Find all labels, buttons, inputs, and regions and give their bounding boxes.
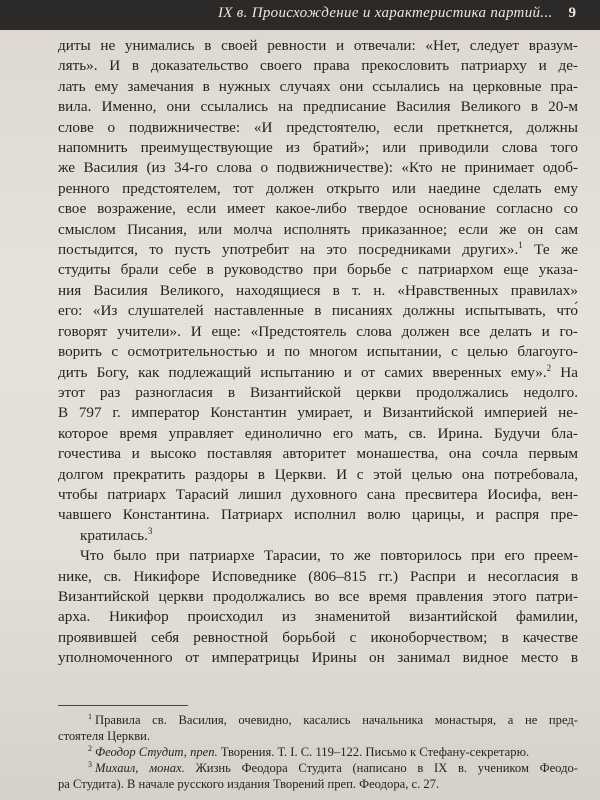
text-line: которое время управляет единолично его мать, св. Ирина. Будучи бла- bbox=[58, 424, 578, 442]
paragraph-1 bbox=[58, 36, 578, 546]
text-segment: Те же bbox=[534, 241, 578, 259]
footnote-line bbox=[58, 744, 578, 760]
running-header bbox=[0, 0, 600, 30]
text-line: этот раз разногласия в Византийской церкви продолжались недолго. bbox=[58, 383, 578, 401]
text-line: В 797 г. император Константин умирает, и Византийской империей не- bbox=[58, 404, 578, 422]
text-line: долгом прекратить раздоры в Церкви. И с этой целью она потребовала, bbox=[58, 465, 578, 483]
text-line-with-footnote-3 bbox=[58, 526, 578, 546]
text-line: Что было при патриархе Тарасии, то же повторилось при его преем- bbox=[80, 547, 578, 565]
text-line: чтобы патриарх Тарасий лишил духовного сана пресвитера Иосифа, вен- bbox=[58, 485, 578, 503]
text-line: уполномоченного от императрицы Ирины он занимал видное место в bbox=[58, 649, 578, 667]
text-line-with-footnote-1 bbox=[58, 240, 578, 260]
footnote-number: 2 bbox=[88, 744, 92, 753]
footnote-ref-1: 1 bbox=[518, 240, 523, 250]
footnote-author: Феодор Студит, преп. bbox=[95, 745, 218, 759]
text-line: вила. Именно, они ссылались на предписание Василия Великого в 20-м bbox=[58, 98, 578, 116]
text-line-with-footnote-2 bbox=[58, 363, 578, 383]
footnote-divider bbox=[58, 705, 188, 706]
text-line: его: «Из слушателей наставленные в писаниях должны испытывать, что́ bbox=[58, 302, 578, 320]
footnote-1 bbox=[58, 712, 578, 744]
footnote-number: 3 bbox=[88, 760, 92, 769]
text-line: арха. Никифор происходил из знаменитой византийской фамилии, bbox=[58, 608, 578, 626]
text-line: лять». И в доказательство своего права прекословить патриарху и де- bbox=[58, 57, 578, 75]
footnote-text: Творения. Т. I. С. 119–122. Письмо к Стефану-секретарю. bbox=[220, 745, 530, 759]
footnote-2 bbox=[58, 744, 578, 760]
text-line: напомнить преимуществующие из братий»; или приводили слова того bbox=[58, 139, 578, 157]
text-line: смыслом Писания, или молча исполнять приказанное; если же он сам bbox=[58, 220, 578, 238]
text-line: диты не унимались в своей ревности и отвечали: «Нет, следует вразум- bbox=[58, 37, 578, 54]
footnote-line: ра Студита). В начале русского издания Творений преп. Феодора, с. 27. bbox=[58, 777, 440, 791]
footnote-line bbox=[58, 760, 578, 776]
text-segment: дить Богу, как подлежащий испытанию и от самих вверенных ему». bbox=[58, 363, 547, 381]
text-line: же Василия (из 34-го слова о подвижничестве): «Кто не принимает одоб- bbox=[58, 159, 578, 177]
text-line: ния Василия Великого, находящиеся в т. н. «Нравственных правилах» bbox=[58, 281, 578, 299]
running-header-title: IX в. Происхождение и характеристика партий... bbox=[218, 5, 553, 21]
text-segment: кратилась. bbox=[80, 526, 148, 544]
text-line: лать ему замечания в нужных случаях они ссылались на церковные пра- bbox=[58, 77, 578, 95]
text-line: ворить с осмотрительностью и по многом испытании, с целью благоуго- bbox=[58, 343, 578, 361]
text-line: Византийской церкви продолжались во все время правления этого патри- bbox=[58, 587, 578, 605]
text-line: слове о подвижничестве: «И предстоятелю, если преткнется, должны bbox=[58, 118, 578, 136]
text-line: чавшего Константина. Патриарх исполнил волю царицы, и распря пре- bbox=[58, 506, 578, 524]
text-line: проявившей себя ревностной борьбой с иконоборчеством; в качестве bbox=[58, 628, 578, 646]
footnote-line: стоятеля Церкви. bbox=[58, 729, 151, 743]
text-line: говорят учители». И еще: «Предстоятель слова должен все делать и го- bbox=[58, 322, 578, 340]
text-segment: постыдится, то пусть употребит на это посредниками других». bbox=[58, 241, 519, 259]
footnotes bbox=[58, 712, 578, 792]
text-line: нике, св. Никифоре Исповеднике (806–815 гг.) Распри и несогласия в bbox=[58, 567, 578, 585]
main-text bbox=[58, 36, 578, 669]
text-line: свое возражение, если имеет какое-либо твердое основание согласно со bbox=[58, 200, 578, 218]
text-line: студиты брали себе в руководство при борьбе с патриархом еще указа- bbox=[58, 261, 578, 279]
page-number: 9 bbox=[568, 5, 576, 21]
footnote-text: Жизнь Феодора Студита (написано в IX в. учеником Феодо- bbox=[195, 761, 578, 775]
footnote-text: Правила св. Василия, очевидно, касались начальника монастыря, а не пред- bbox=[95, 713, 578, 727]
text-line: гочестива и высоко поставляя авторитет монашества, она сочла первым bbox=[58, 445, 578, 463]
footnote-ref-3: 3 bbox=[147, 525, 153, 536]
footnote-number: 1 bbox=[88, 712, 92, 721]
text-line: ренного предстоятелем, тот должен открыто или наедине сделать ему bbox=[58, 179, 578, 197]
footnote-ref-2: 2 bbox=[546, 362, 552, 373]
text-segment: На bbox=[560, 363, 578, 381]
paragraph-2 bbox=[58, 546, 578, 668]
footnote-line bbox=[58, 712, 578, 728]
footnote-3 bbox=[58, 760, 578, 792]
footnote-author: Михаил, монах. bbox=[95, 761, 185, 775]
